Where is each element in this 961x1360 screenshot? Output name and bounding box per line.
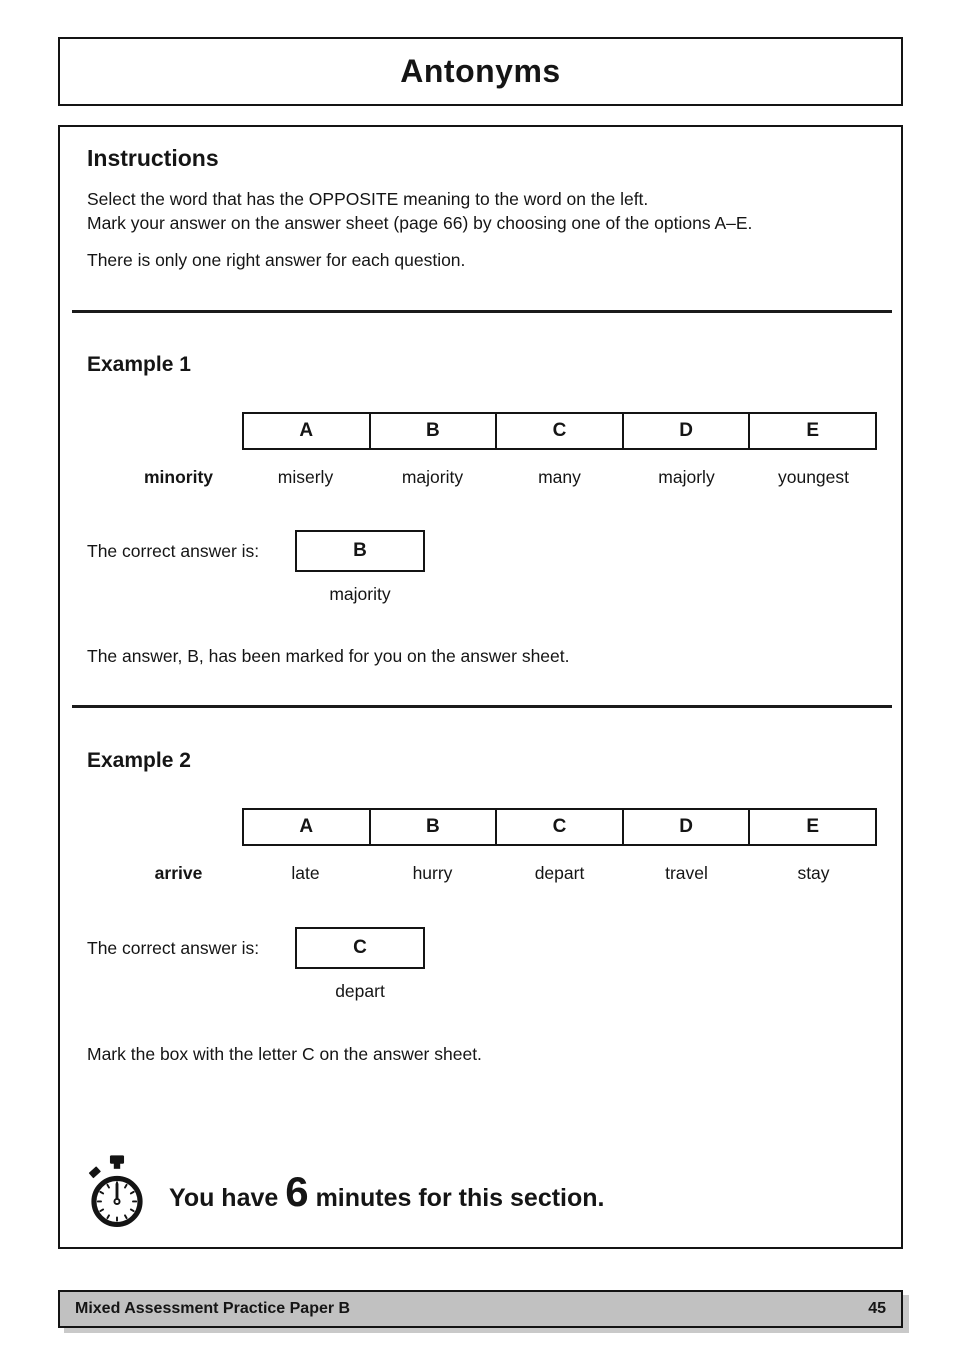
section-title-box — [58, 37, 903, 106]
example-2-letter-row — [242, 808, 877, 846]
option-word-b: hurry — [412, 863, 453, 883]
answer-word: majority — [329, 584, 391, 604]
instruction-line-3: There is only one right answer for each question. — [87, 250, 466, 270]
option-letter-cell-e: E — [748, 810, 875, 844]
stem-word: minority — [143, 467, 214, 487]
option-word-d: majorly — [658, 467, 715, 487]
option-word-c: depart — [534, 863, 585, 883]
stopwatch-icon — [85, 1155, 149, 1230]
example-2-heading: Example 2 — [87, 749, 191, 772]
option-word-a: miserly — [277, 467, 334, 487]
footer-title: Mixed Assessment Practice Paper B — [75, 1300, 351, 1317]
option-word-e: youngest — [777, 467, 850, 487]
instructions-paragraph — [87, 187, 752, 235]
option-letter-cell-a: A — [299, 420, 314, 441]
option-letter-cell-a: A — [299, 816, 314, 837]
answer-word: depart — [335, 981, 385, 1001]
instructions-heading: Instructions — [87, 145, 219, 171]
example-2-note: Mark the box with the letter C on the answer sheet. — [87, 1044, 482, 1064]
option-letter-cell-b: B — [369, 810, 496, 844]
option-letter-cell-c: C — [495, 810, 622, 844]
option-word-d: travel — [665, 863, 708, 883]
answer-letter-box — [295, 927, 425, 969]
option-letter-cell-e: E — [748, 414, 875, 448]
option-word-e: stay — [797, 863, 830, 883]
correct-answer-label: The correct answer is: — [87, 938, 260, 958]
option-letter-cell-d: D — [622, 810, 749, 844]
timer-row — [85, 1149, 605, 1235]
section-divider — [72, 310, 892, 313]
timer-minutes: 6 — [285, 1168, 309, 1215]
section-divider — [72, 705, 892, 708]
instruction-line-2: Mark your answer on the answer sheet (page 66) by choosing one of the options A–E. — [87, 213, 753, 233]
correct-answer-label: The correct answer is: — [87, 541, 260, 561]
content-box — [58, 125, 903, 1249]
answer-letter: B — [353, 540, 367, 561]
option-letter-cell-c: C — [495, 414, 622, 448]
option-letter-cell-b: B — [369, 414, 496, 448]
timer-text-after: minutes for this section. — [315, 1184, 605, 1212]
timer-text-before: You have — [169, 1184, 279, 1212]
instruction-line-1: Select the word that has the OPPOSITE meaning to the word on the left. — [87, 189, 649, 209]
option-word-c: many — [538, 467, 581, 487]
example-1-letter-row — [242, 412, 877, 450]
option-word-a: late — [291, 863, 320, 883]
option-letter-cell-d: D — [622, 414, 749, 448]
example-2-words-row — [115, 860, 877, 886]
example-1-words-row — [115, 464, 877, 490]
example-1-note: The answer, B, has been marked for you on the answer sheet. — [87, 646, 570, 666]
footer-bar — [58, 1290, 903, 1328]
answer-letter: C — [353, 937, 367, 958]
example-1-heading: Example 1 — [87, 353, 191, 376]
page-number: 45 — [868, 1300, 886, 1317]
stem-word: arrive — [154, 863, 203, 883]
page-title: Antonyms — [400, 53, 561, 89]
option-word-b: majority — [401, 467, 464, 487]
timer-text — [169, 1168, 605, 1216]
answer-letter-box — [295, 530, 425, 572]
